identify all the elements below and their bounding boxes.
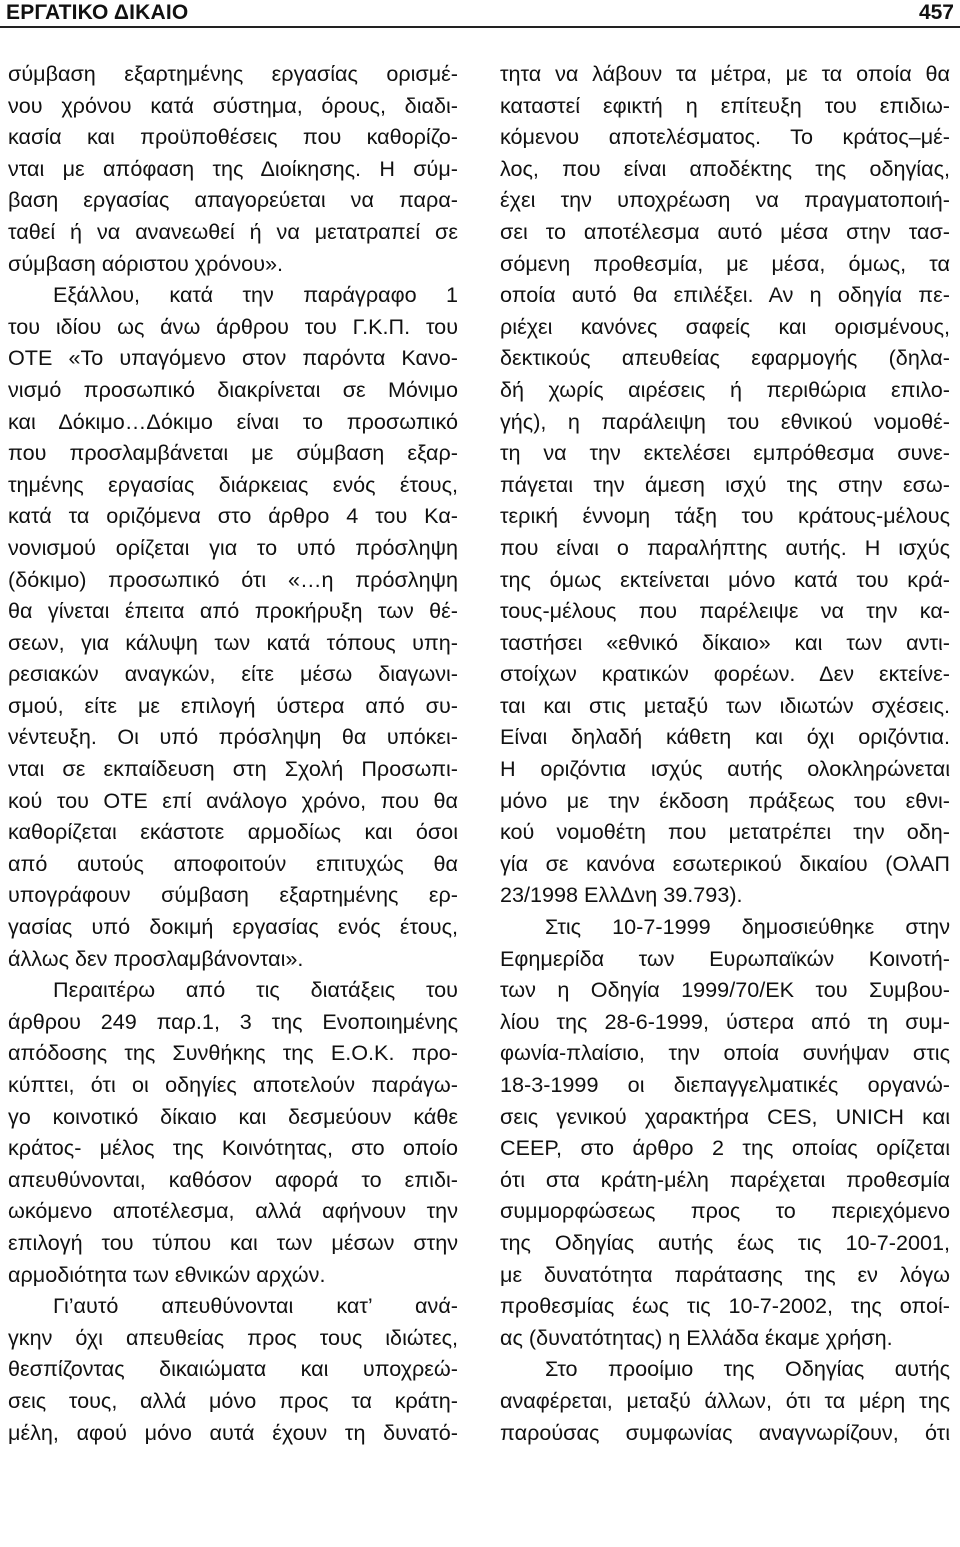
- text-line: παρούσας συμφωνίας αναγνωρίζουν, ότι: [500, 1419, 950, 1445]
- text-line: CEEP, στο άρθρο 2 της οποίας ορίζεται: [500, 1135, 950, 1161]
- text-line: ας (δυνατότητας) η Ελλάδα έκαμε χρήση.: [500, 1324, 893, 1350]
- text-line: τους-μέλους που παρέλειψε να την κα-: [500, 598, 950, 624]
- text-line: ται και στις μεταξύ των ιδιωτών σχέσεις.: [500, 692, 950, 718]
- text-line: των η Οδηγία 1999/70/ΕΚ του Συμβου-: [500, 977, 950, 1003]
- text-line: κύπτει, ότι οι οδηγίες αποτελούν παράγω-: [8, 1072, 458, 1097]
- text-line: συμμορφώσεως προς το περιεχόμενο: [500, 1198, 950, 1224]
- text-line: θεσπίζοντας δικαιώματα και υποχρεώ-: [8, 1356, 458, 1382]
- text-line: τημένης εργασίας διάρκειας ενός έτους,: [8, 471, 458, 497]
- text-line: σεις γενικού χαρακτήρα CES, UNICH και: [500, 1103, 950, 1129]
- text-line: νται σε εκπαίδευση στη Σχολή Προσωπι-: [8, 756, 458, 782]
- text-line: έχει την υποχρέωση να πραγματοποιή-: [500, 187, 950, 213]
- text-line: της όμως εκτείνεται μόνο κατά του κρά-: [500, 566, 950, 592]
- text-line: γασίας υπό δοκιμή εργασίας ενός έτους,: [8, 914, 458, 940]
- text-line: δεκτικούς απευθείας εφαρμογής (δηλα-: [500, 345, 950, 371]
- text-line: Περαιτέρω από τις διατάξεις του: [53, 977, 458, 1003]
- text-line: πάγεται την άμεση ισχύ της στην εσω-: [500, 471, 950, 497]
- text-line: Εφημερίδα των Ευρωπαϊκών Κοινοτή-: [500, 945, 950, 971]
- text-line: άρθρου 249 παρ.1, 3 της Ενοποιημένης: [8, 1008, 458, 1034]
- text-line: από αυτούς αποφοιτούν επιτυχώς θα: [8, 850, 458, 876]
- right-text-column: [500, 58, 950, 1448]
- text-line: τητα να λάβουν τα μέτρα, με τα οποία θα: [500, 61, 950, 86]
- text-line: δή χωρίς αιρέσεις ή περιθώρια επιλο-: [500, 376, 950, 402]
- text-line: γής), η παράλειψη του εθνικού νομοθέ-: [500, 408, 950, 434]
- text-line: Η οριζόντια ισχύς αυτής ολοκληρώνεται: [500, 756, 950, 782]
- text-line: οποία αυτό θα επιλέξει. Αν η οδηγία πε-: [500, 282, 950, 308]
- text-line: γκην όχι απευθείας προς τους ιδιώτες,: [8, 1324, 458, 1350]
- text-line: σμού, είτε με επιλογή ύστερα από συ-: [8, 692, 458, 718]
- text-line: ταθεί ή να ανανεωθεί ή να μετατραπεί σε: [8, 218, 458, 244]
- text-line: νισμό προσωπικό διακρίνεται σε Μόνιμο: [8, 376, 458, 402]
- text-line: που προσλαμβάνεται με σύμβαση εξαρ-: [8, 440, 458, 466]
- text-line: ωκόμενο αποτέλεσμα, αλλά αφήνουν την: [8, 1198, 458, 1224]
- text-line: κού νομοθέτη που μετατρέπει την οδη-: [500, 819, 950, 845]
- text-line: μέλη, αφού μόνο αυτά έχουν τη δυνατό-: [8, 1419, 458, 1445]
- text-line: υπογράφουν σύμβαση εξαρτημένης ερ-: [8, 882, 458, 908]
- text-line: σεις τους, αλλά μόνο προς τα κράτη-: [8, 1387, 458, 1413]
- text-line: νονισμού ορίζεται για το υπό πρόσληψη: [8, 534, 458, 560]
- text-line: τη να την εκτελέσει εμπρόθεσμα συνε-: [500, 440, 950, 466]
- text-line: καθορίζεται εκάστοτε αρμοδίως και όσοι: [8, 819, 458, 845]
- text-line: που είναι ο παραλήπτης αυτής. Η ισχύς: [500, 534, 950, 560]
- text-line: ότι στα κράτη-μέλη παρέχεται προθεσμία: [500, 1166, 950, 1192]
- left-text-column: [8, 58, 458, 1448]
- text-line: γο κοινοτικό δίκαιο και δεσμεύουν κάθε: [8, 1103, 458, 1129]
- text-line: νέντευξη. Οι υπό πρόσληψη θα υπόκει-: [8, 724, 458, 750]
- text-line: ΟΤΕ «Το υπαγόμενο στον παρόντα Κανο-: [8, 345, 458, 371]
- text-line: αναφέρεται, μεταξύ άλλων, ότι τα μέρη της: [500, 1387, 950, 1413]
- page-number: 457: [918, 1, 954, 24]
- text-line: 23/1998 ΕλλΔνη 39.793).: [500, 882, 743, 908]
- text-line: σεων, για κάλυψη των κατά τόπους υπη-: [8, 629, 458, 655]
- text-line: προθεσμίας έως τις 10-7-2002, της οποί-: [500, 1293, 950, 1319]
- text-line: φωνία-πλαίσιο, την οποία συνήψαν στις: [500, 1040, 950, 1066]
- text-line: σύμβαση εξαρτημένης εργασίας ορισμέ-: [8, 61, 458, 86]
- text-line: Στο προοίμιο της Οδηγίας αυτής: [545, 1356, 950, 1382]
- text-line: 18-3-1999 οι διεπαγγελματικές οργανώ-: [500, 1072, 950, 1097]
- text-line: κράτος- μέλος της Κοινότητας, στο οποίο: [8, 1135, 458, 1161]
- text-line: καταστεί εφικτή η επίτευξη του επιδιω-: [500, 92, 950, 118]
- text-line: λίου της 28-6-1999, ύστερα από τη συμ-: [500, 1008, 950, 1034]
- text-line: γία σε κανόνα εσωτερικού δικαίου (ΟλΑΠ: [500, 850, 950, 876]
- text-line: με δυνατότητα παράτασης της εν λόγω: [500, 1261, 950, 1287]
- text-line: απευθύνονται, καθόσον αφορά το επιδι-: [8, 1166, 458, 1192]
- text-line: ριέχει κανόνες σαφείς και ορισμένους,: [500, 313, 950, 339]
- text-line: απόδοσης της Συνθήκης της Ε.Ο.Κ. προ-: [8, 1040, 458, 1066]
- text-line: σύμβαση αόριστου χρόνου».: [8, 250, 284, 276]
- text-line: κατά τα οριζόμενα στο άρθρο 4 του Κα-: [8, 503, 458, 529]
- text-line: νται με απόφαση της Διοίκησης. Η σύμ-: [8, 155, 458, 181]
- text-line: σόμενη προθεσμία, με μέσα, όμως, τα: [500, 250, 950, 276]
- section-title: ΕΡΓΑΤΙΚΟ ΔΙΚΑΙΟ: [6, 1, 189, 24]
- text-line: νου χρόνου κατά σύστημα, όρους, διαδι-: [8, 92, 458, 118]
- text-line: επιλογή του τύπου και των μέσων στην: [8, 1229, 458, 1255]
- text-line: άλλως δεν προσλαμβάνονται».: [8, 945, 304, 971]
- text-line: κασία και προϋποθέσεις που καθορίζο-: [8, 124, 458, 150]
- text-line: θα γίνεται έπειτα από προκήρυξη των θέ-: [8, 598, 458, 624]
- text-line: ρεσιακών αναγκών, είτε μέσω διαγωνι-: [8, 661, 458, 687]
- text-line: Στις 10-7-1999 δημοσιεύθηκε στην: [545, 914, 950, 940]
- text-line: στοίχων κρατικών φορέων. Δεν εκτείνε-: [500, 661, 950, 687]
- text-line: κόμενου αποτελέσματος. Το κράτος–μέ-: [500, 124, 950, 150]
- text-line: μόνο με την έκδοση πράξεως του εθνι-: [500, 787, 950, 813]
- text-line: Εξάλλου, κατά την παράγραφο 1: [53, 282, 458, 308]
- text-line: τερική έννομη τάξη του κράτους-μέλους: [500, 503, 950, 529]
- text-line: του ιδίου ως άνω άρθρου του Γ.Κ.Π. του: [8, 313, 458, 339]
- text-line: βαση εργασίας απαγορεύεται να παρα-: [8, 187, 458, 213]
- text-line: της Οδηγίας αυτής έως τις 10-7-2001,: [500, 1229, 950, 1255]
- text-line: λος, που είναι αποδέκτης της οδηγίας,: [500, 155, 950, 181]
- text-line: Είναι δηλαδή κάθετη και όχι οριζόντια.: [500, 724, 950, 750]
- page-header: [0, 0, 960, 28]
- text-line: και Δόκιμο…Δόκιμο είναι το προσωπικό: [8, 408, 458, 434]
- text-line: Γι’αυτό απευθύνονται κατ’ ανά-: [53, 1293, 458, 1319]
- text-line: αρμοδιότητα των εθνικών αρχών.: [8, 1261, 326, 1287]
- text-line: ταστήσει «εθνικό δίκαιο» και των αντι-: [500, 629, 950, 655]
- text-line: σει το αποτέλεσμα αυτό μέσα στην τασ-: [500, 218, 950, 244]
- text-line: κού του ΟΤΕ επί ανάλογο χρόνο, που θα: [8, 787, 458, 813]
- text-line: (δόκιμο) προσωπικό ότι «…η πρόσληψη: [8, 566, 458, 592]
